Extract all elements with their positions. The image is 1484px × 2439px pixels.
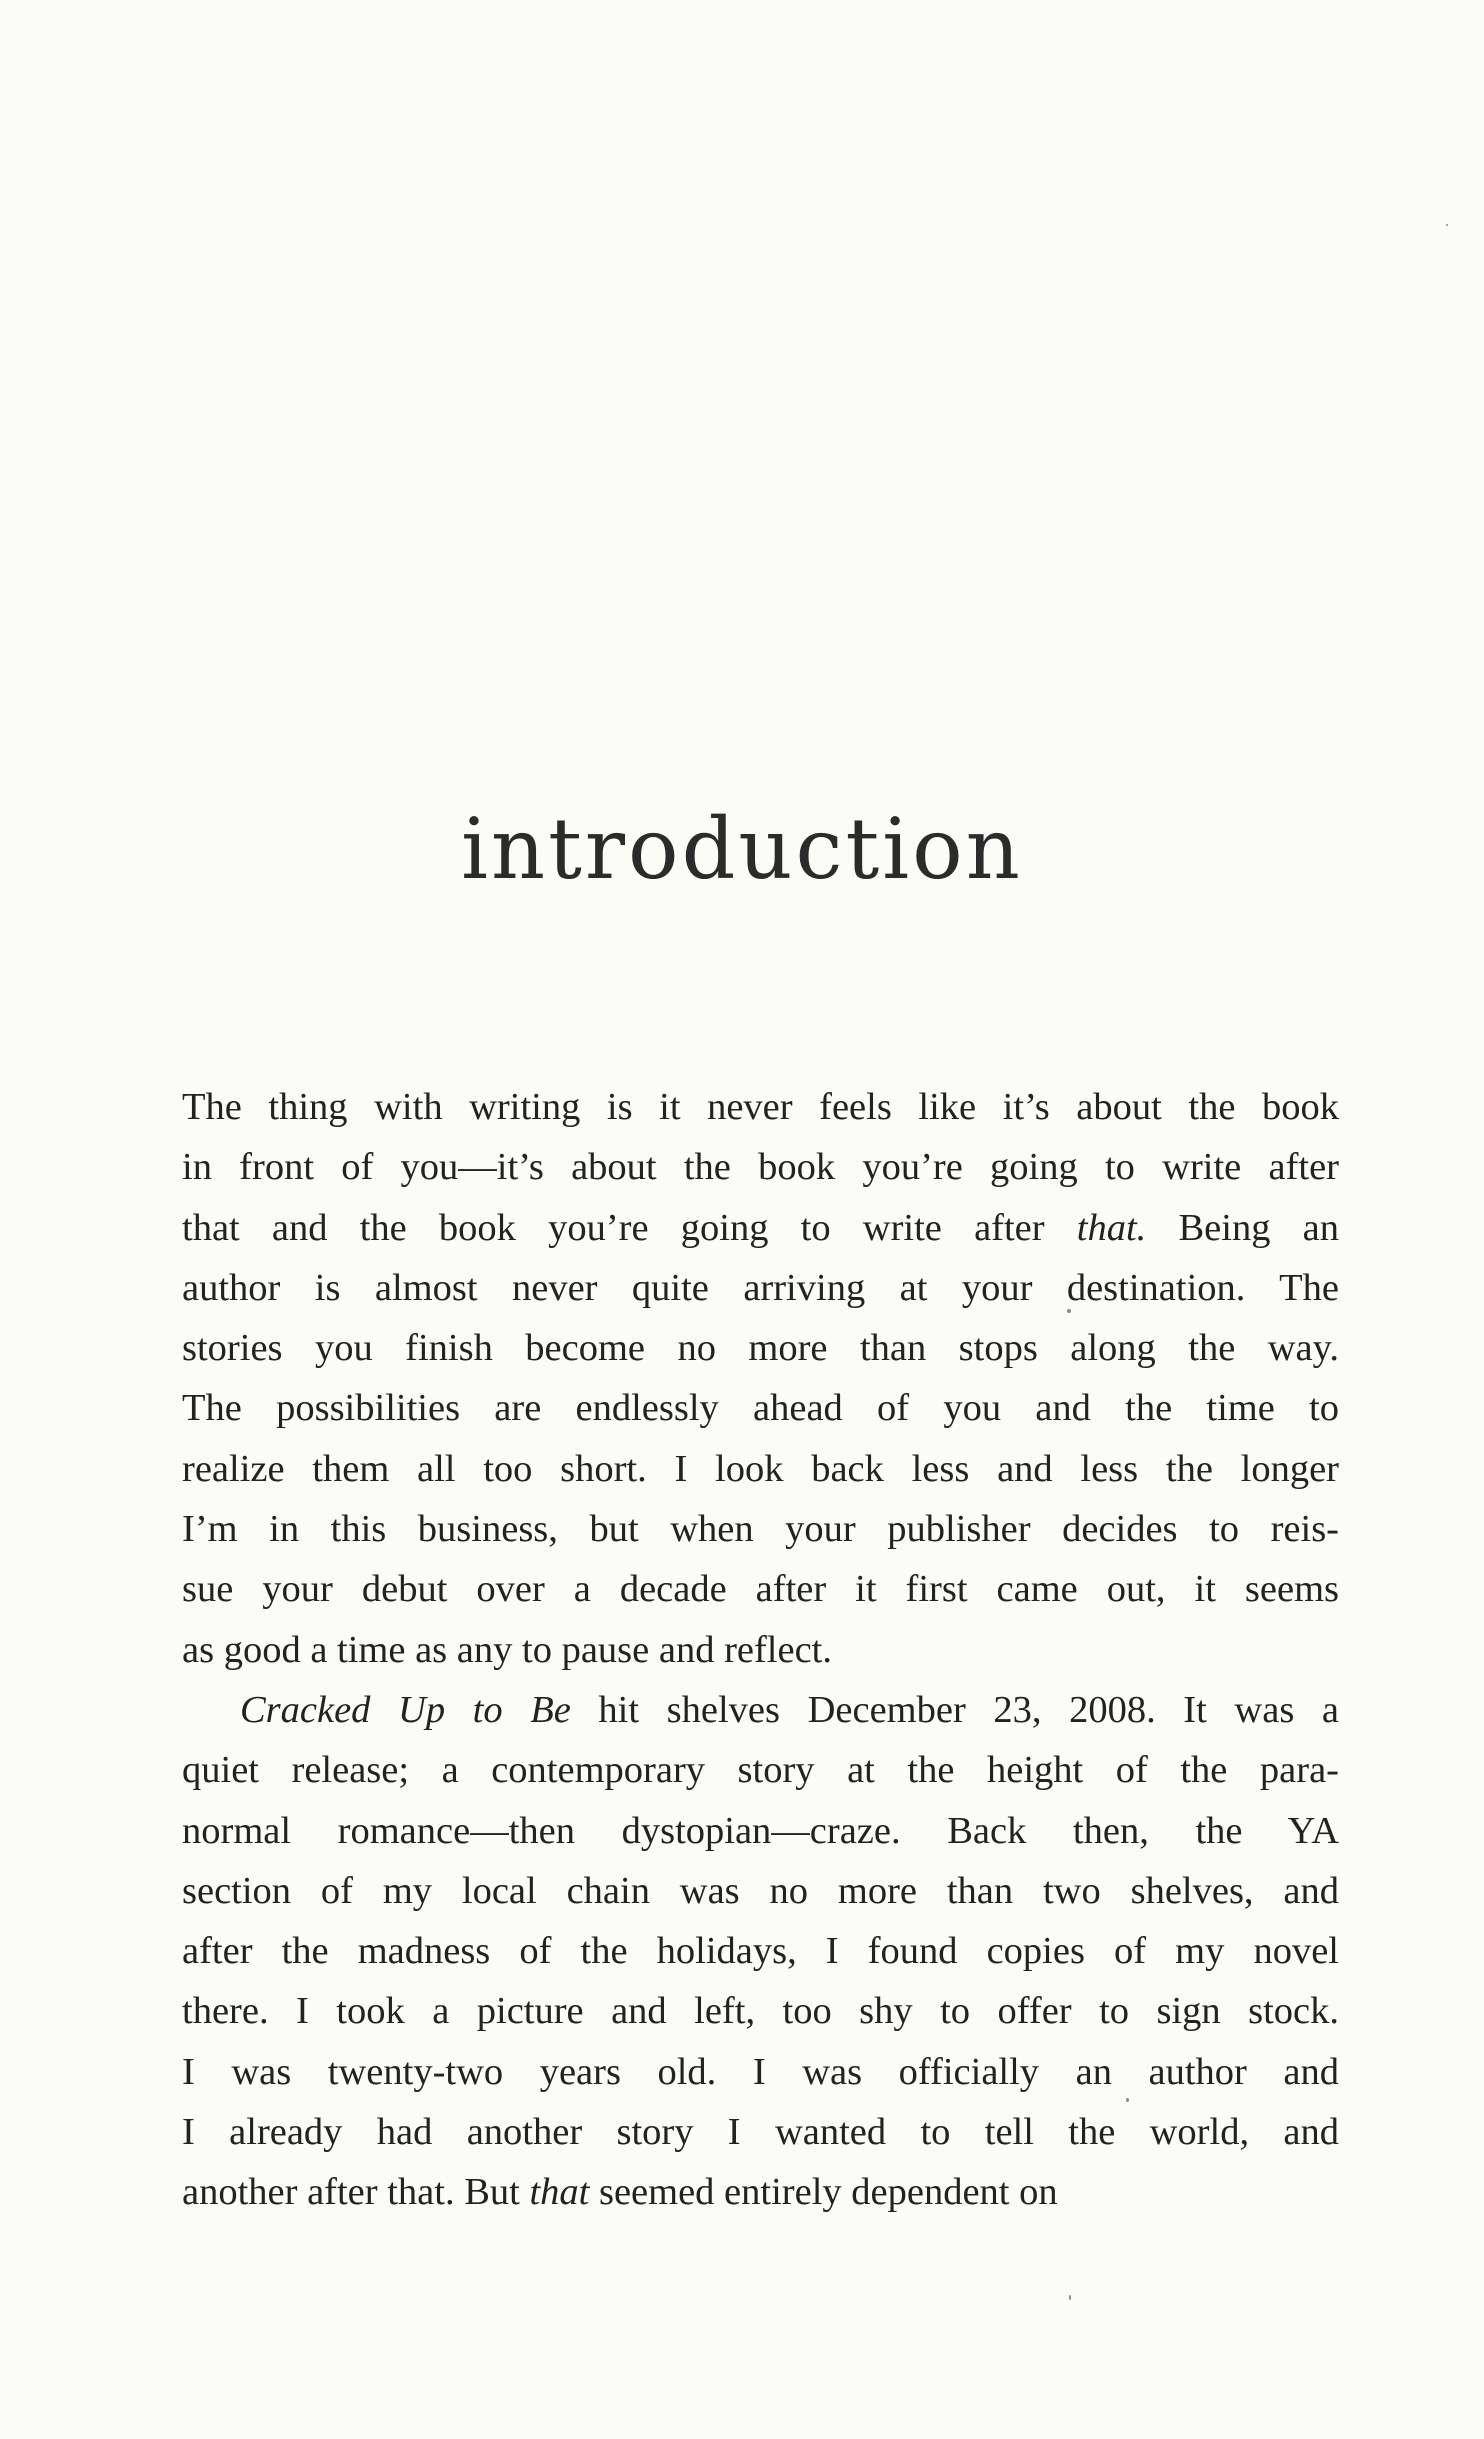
paper-speck xyxy=(1446,224,1448,226)
text-run: seemed entirely dependent on xyxy=(589,2171,1058,2214)
text-line xyxy=(182,1499,1339,1559)
text-line xyxy=(182,1137,1339,1197)
text-line xyxy=(182,1861,1339,1921)
text-line xyxy=(182,1981,1339,2041)
text-line xyxy=(182,1077,1339,1137)
text-line xyxy=(182,1921,1339,1981)
paper-speck xyxy=(1069,2295,1071,2300)
text-run: section of my local chain was no more than two shelves, and xyxy=(182,1869,1339,1912)
text-run: quiet release; a contemporary story at the height of the para- xyxy=(182,1749,1339,1792)
text-line xyxy=(182,2162,1339,2222)
text-run: I already had another story I wanted to tell the world, and xyxy=(182,2111,1339,2154)
text-run: author is almost never quite arriving at your destination. The xyxy=(182,1266,1339,1309)
text-line xyxy=(182,1559,1339,1619)
text-line xyxy=(182,2102,1339,2162)
text-run: Being an xyxy=(1146,1206,1339,1249)
italic-text: that xyxy=(529,2171,590,2214)
text-line xyxy=(182,1680,1339,1740)
text-line xyxy=(182,1258,1339,1318)
paper-speck xyxy=(1067,1309,1071,1313)
text-line xyxy=(182,1378,1339,1438)
text-run: another after that. But xyxy=(182,2171,530,2214)
text-run: I was twenty-two years old. I was officially an author and xyxy=(182,2050,1339,2093)
text-run: sue your debut over a decade after it first came out, it seems xyxy=(182,1568,1339,1611)
text-line xyxy=(182,1801,1339,1861)
chapter-title: introduction xyxy=(461,800,1023,898)
text-run: normal romance—then dystopian—craze. Back then, the YA xyxy=(182,1809,1339,1852)
text-run: I’m in this business, but when your publisher decides to reis- xyxy=(182,1508,1339,1551)
text-run: after the madness of the holidays, I found copies of my novel xyxy=(182,1930,1339,1973)
text-line xyxy=(182,1740,1339,1800)
text-run: The thing with writing is it never feels like it’s about the book xyxy=(182,1086,1339,1128)
text-line xyxy=(182,1198,1339,1258)
text-line xyxy=(182,1318,1339,1378)
text-run: realize them all too short. I look back less and less the longer xyxy=(182,1447,1339,1490)
text-run: stories you finish become no more than stops along the way. xyxy=(182,1327,1339,1370)
text-run: that and the book you’re going to write after xyxy=(182,1206,1077,1249)
paper-speck xyxy=(1126,2098,1129,2102)
text-run: in front of you—it’s about the book you’re going to write after xyxy=(182,1146,1339,1189)
text-run: as good a time as any to pause and reflect. xyxy=(182,1628,832,1671)
text-line xyxy=(182,1620,1339,1680)
text-run: hit shelves December 23, 2008. It was a xyxy=(570,1688,1339,1731)
body-text xyxy=(182,1077,1339,2223)
text-run: there. I took a picture and left, too shy to offer to sign stock. xyxy=(182,1990,1339,2033)
text-line xyxy=(182,1439,1339,1499)
italic-text: that. xyxy=(1076,1206,1147,1249)
text-run: The possibilities are endlessly ahead of you and the time to xyxy=(182,1387,1339,1430)
italic-text: Cracked Up to Be xyxy=(240,1688,571,1731)
text-line xyxy=(182,2042,1339,2102)
